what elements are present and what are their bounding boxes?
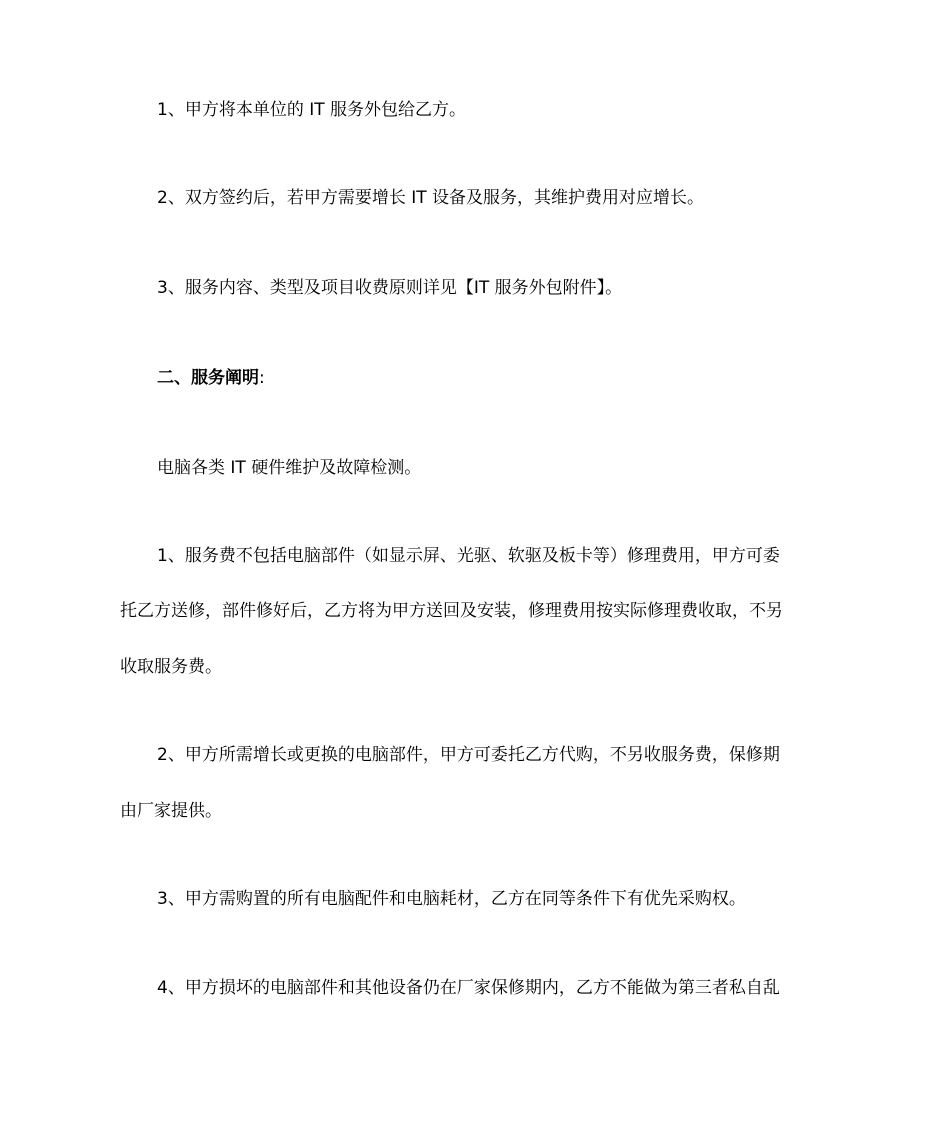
section-heading-line xyxy=(157,366,840,390)
section-heading-colon: : xyxy=(259,368,265,388)
item-4-line-1: 4、甲方损坏的电脑部件和其他设备仍在厂家保修期内，乙方不能做为第三者私自乱 xyxy=(157,978,780,998)
section-heading: 二、服务阐明 xyxy=(157,368,259,388)
item-2-line-2: 由厂家提供。 xyxy=(120,801,222,821)
item-3: 3、甲方需购置的所有电脑配件和电脑耗材，乙方在同等条件下有优先采购权。 xyxy=(157,889,746,909)
clause-3: 3、服务内容、类型及项目收费原则详见【IT 服务外包附件】。 xyxy=(157,278,623,298)
clause-2: 2、双方签约后，若甲方需要增长 IT 设备及服务，其维护费用对应增长。 xyxy=(157,188,705,208)
item-1-line-2: 托乙方送修，部件修好后，乙方将为甲方送回及安装，修理费用按实际修理费收取，不另 xyxy=(120,601,783,621)
item-2-line-1: 2、甲方所需增长或更换的电脑部件，甲方可委托乙方代购，不另收服务费，保修期 xyxy=(157,745,780,765)
item-1-line-3: 收取服务费。 xyxy=(120,657,222,677)
item-1-line-1: 1、服务费不包括电脑部件（如显示屏、光驱、软驱及板卡等）修理费用，甲方可委 xyxy=(157,546,780,566)
section-intro: 电脑各类 IT 硬件维护及故障检测。 xyxy=(157,458,422,478)
clause-1: 1、甲方将本单位的 IT 服务外包给乙方。 xyxy=(157,100,467,120)
